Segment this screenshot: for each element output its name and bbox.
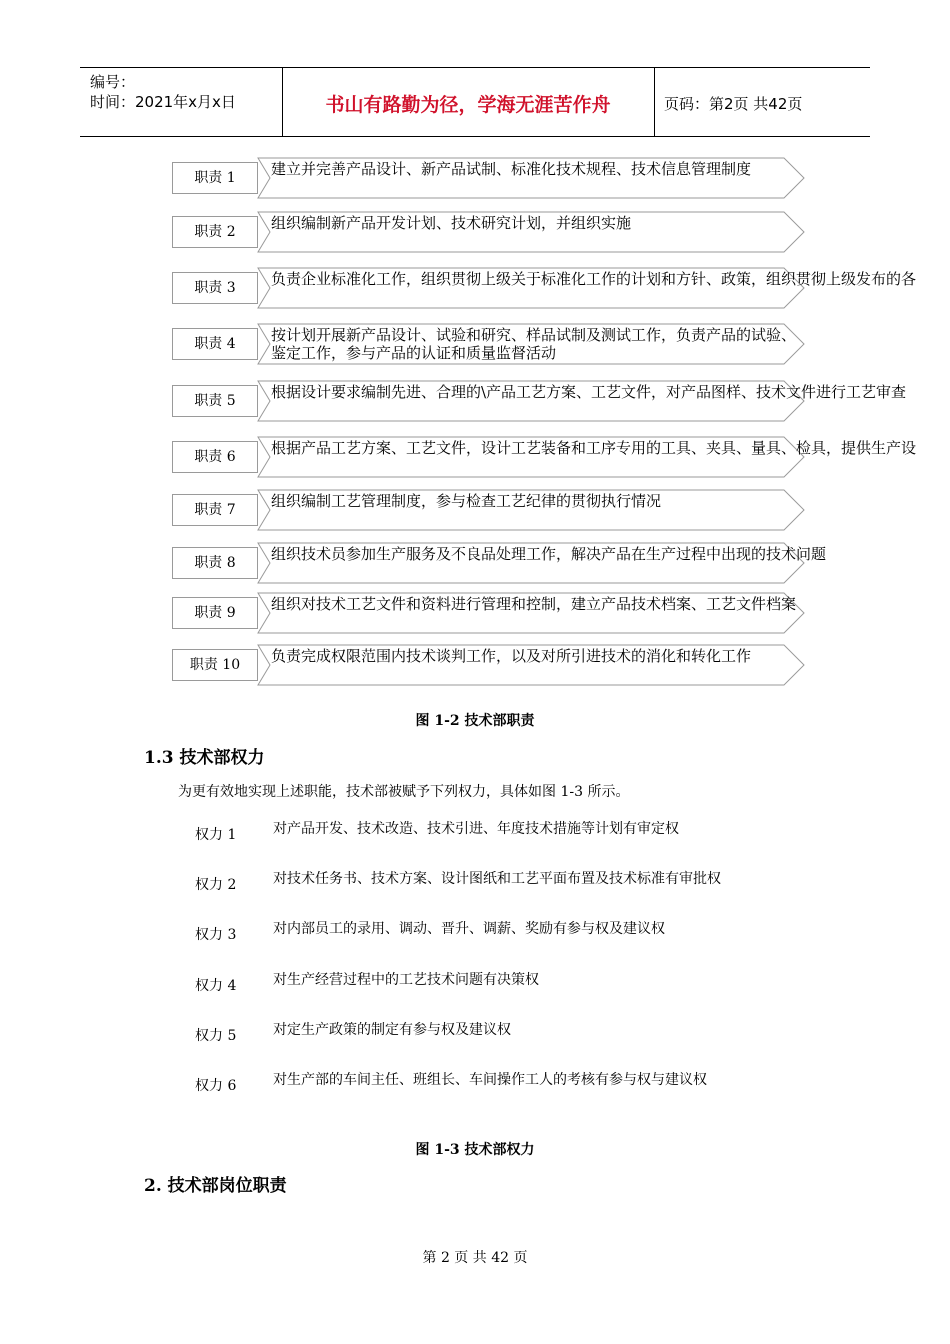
duty-text: 组织技术员参加生产服务及不良品处理工作，解决产品在生产过程中出现的技术问题 [271, 545, 827, 563]
power-text: 对定生产政策的制定有参与权及建议权 [273, 1022, 511, 1038]
duty-label: 职责 7 [172, 494, 258, 526]
duty-label: 职责 5 [172, 385, 258, 417]
duty-text: 根据产品工艺方案、工艺文件，设计工艺装备和工序专用的工具、夹具、量具、检具，提供生产设 [271, 439, 917, 457]
duty-row [172, 381, 907, 421]
duty-label: 职责 8 [172, 547, 258, 579]
section-heading-1-3: 1.3 技术部权力 [144, 748, 265, 768]
duty-text: 组织编制工艺管理制度，参与检查工艺纪律的贯彻执行情况 [271, 492, 662, 510]
power-label: 权力 6 [195, 1078, 237, 1094]
duty-row [172, 593, 804, 633]
section-heading-2: 2. 技术部岗位职责 [144, 1176, 287, 1196]
power-text: 对生产部的车间主任、班组长、车间操作工人的考核有参与权与建议权 [273, 1072, 707, 1088]
header-motto: 书山有路勤为径，学海无涯苦作舟 [325, 94, 611, 116]
duty-label: 职责 10 [172, 649, 258, 681]
duty-text: 负责完成权限范围内技术谈判工作，以及对所引进技术的消化和转化工作 [271, 647, 752, 665]
duty-row [172, 437, 917, 477]
power-text: 对产品开发、技术改造、技术引进、年度技术措施等计划有审定权 [273, 821, 679, 837]
duty-text: 按计划开展新产品设计、试验和研究、样品试制及测试工作，负责产品的试验、 鉴定工作，参与产品的认证和质量监督活动 [271, 326, 797, 362]
duty-text: 建立并完善产品设计、新产品试制、标准化技术规程、技术信息管理制度 [271, 160, 752, 178]
figure-caption-1-2: 图 1-2 技术部职责 [415, 713, 535, 729]
duty-label: 职责 1 [172, 162, 258, 194]
power-label: 权力 3 [195, 927, 237, 943]
page-header [80, 67, 870, 137]
duty-text: 组织编制新产品开发计划、技术研究计划，并组织实施 [271, 214, 632, 232]
duty-row [172, 212, 804, 252]
power-label: 权力 5 [195, 1028, 237, 1044]
page-footer: 第 2 页 共 42 页 [422, 1250, 528, 1266]
header-info [90, 72, 236, 112]
date-label: 时间：2021年x月x日 [90, 93, 236, 111]
header-divider [654, 68, 655, 136]
power-label: 权力 4 [195, 978, 237, 994]
power-text: 对内部员工的录用、调动、晋升、调薪、奖励有参与权及建议权 [273, 921, 665, 937]
duty-row [172, 645, 804, 685]
power-label: 权力 2 [195, 877, 237, 893]
duty-label: 职责 6 [172, 441, 258, 473]
header-page-label: 页码：第2页 共42页 [664, 95, 803, 113]
duty-row [172, 268, 917, 308]
intro-paragraph: 为更有效地实现上述职能，技术部被赋予下列权力，具体如图 1-3 所示。 [178, 784, 630, 800]
duty-text: 组织对技术工艺文件和资料进行管理和控制，建立产品技术档案、工艺文件档案 [271, 595, 797, 613]
duty-label: 职责 3 [172, 272, 258, 304]
figure-caption-1-3: 图 1-3 技术部权力 [415, 1142, 535, 1158]
code-label: 编号： [90, 73, 136, 91]
duty-label: 职责 2 [172, 216, 258, 248]
duty-text: 根据设计要求编制先进、合理的\产品工艺方案、工艺文件，对产品图样、技术文件进行工艺审查 [271, 383, 907, 401]
duty-row [172, 490, 804, 530]
duty-label: 职责 9 [172, 597, 258, 629]
power-text: 对生产经营过程中的工艺技术问题有决策权 [273, 972, 539, 988]
duty-row [172, 158, 804, 198]
power-text: 对技术任务书、技术方案、设计图纸和工艺平面布置及技术标准有审批权 [273, 871, 721, 887]
duty-text: 负责企业标准化工作，组织贯彻上级关于标准化工作的计划和方针、政策，组织贯彻上级发布的各 [271, 270, 917, 288]
duty-row [172, 543, 827, 583]
duty-label: 职责 4 [172, 328, 258, 360]
power-label: 权力 1 [195, 827, 237, 843]
duty-row [172, 324, 804, 364]
